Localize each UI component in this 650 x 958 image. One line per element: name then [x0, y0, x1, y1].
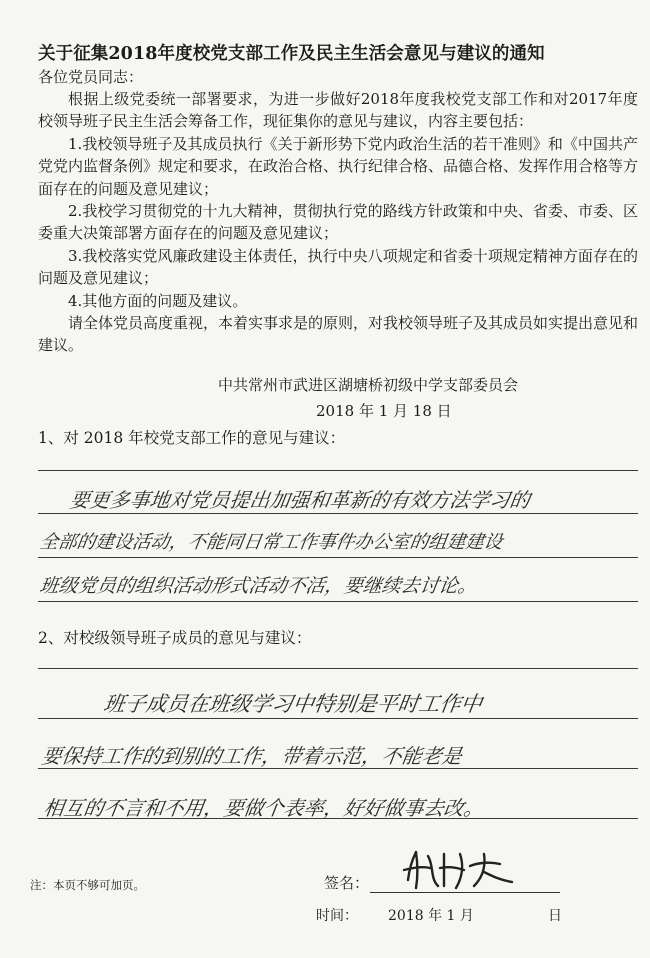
greeting: 各位党员同志：	[38, 68, 144, 86]
notice-body	[38, 88, 638, 357]
handwritten-answer-1-line-2: 全部的建设活动，不能同日常工作事件办公室的组建建设	[38, 532, 504, 553]
handwritten-answer-1-line-1: 要更多事地对党员提出加强和革新的有效方法学习的	[68, 488, 532, 512]
document-title: 关于征集2018年度校党支部工作及民主生活会意见与建议的通知	[38, 44, 545, 64]
handwritten-answer-2-line-3: 相互的不言和不用，要做个表率，好好做事去改。	[42, 796, 486, 820]
handwritten-answer-2-line-1: 班子成员在班级学习中特别是平时工作中	[102, 692, 484, 716]
answer-line	[38, 470, 638, 471]
handwritten-answer-2-line-2: 要保持工作的到别的工作，带着示范，不能老是	[40, 744, 464, 768]
issuing-organization: 中共常州市武进区湖塘桥初级中学支部委员会	[218, 376, 519, 394]
time-value: 2018 年 1 月	[388, 908, 474, 924]
issue-date: 2018 年 1 月 18 日	[316, 402, 452, 420]
page-note: 注：本页不够可加页。	[30, 878, 145, 892]
signature-label: 签名：	[324, 874, 370, 892]
item-2: 2.我校学习贯彻党的十九大精神，贯彻执行党的路线方针政策和中央、省委、市委、区委重大决策部署方面存在的问题及意见建议；	[38, 202, 638, 243]
intro-paragraph: 根据上级党委统一部署要求，为进一步做好2018年度我校党支部工作和对2017年度校领导班子民主生活会筹备工作，现征集你的意见与建议，内容主要包括：	[38, 90, 638, 131]
answer-line	[38, 513, 638, 514]
answer-line	[38, 601, 638, 602]
answer-line	[38, 557, 638, 558]
item-4: 4.其他方面的问题及建议。	[68, 291, 248, 310]
item-3: 3.我校落实党风廉政建设主体责任，执行中央八项规定和省委十项规定精神方面存在的问题及意见建议；	[38, 246, 638, 288]
question-2-label: 2、对校级领导班子成员的意见与建议：	[38, 629, 312, 647]
question-1-label: 1、对 2018 年校党支部工作的意见与建议：	[38, 429, 346, 447]
handwritten-answer-1-line-3: 班级党员的组织活动形式活动不活，要继续去讨论。	[38, 575, 479, 597]
time-label: 时间：	[316, 908, 358, 924]
time-day: 日	[548, 908, 562, 924]
item-1: 1.我校领导班子及其成员执行《关于新形势下党内政治生活的若干准则》和《中国共产党党内监督条例》规定和要求，在政治合格、执行纪律合格、品德合格、发挥作用合格等方面存在的问题及意见建议；	[38, 134, 639, 198]
closing-paragraph: 请全体党员高度重视，本着实事求是的原则，对我校领导班子及其成员如实提出意见和建议。	[38, 314, 639, 355]
answer-line	[38, 718, 638, 719]
handwritten-signature	[400, 846, 530, 892]
answer-line	[38, 668, 638, 669]
signature-line	[370, 892, 560, 893]
